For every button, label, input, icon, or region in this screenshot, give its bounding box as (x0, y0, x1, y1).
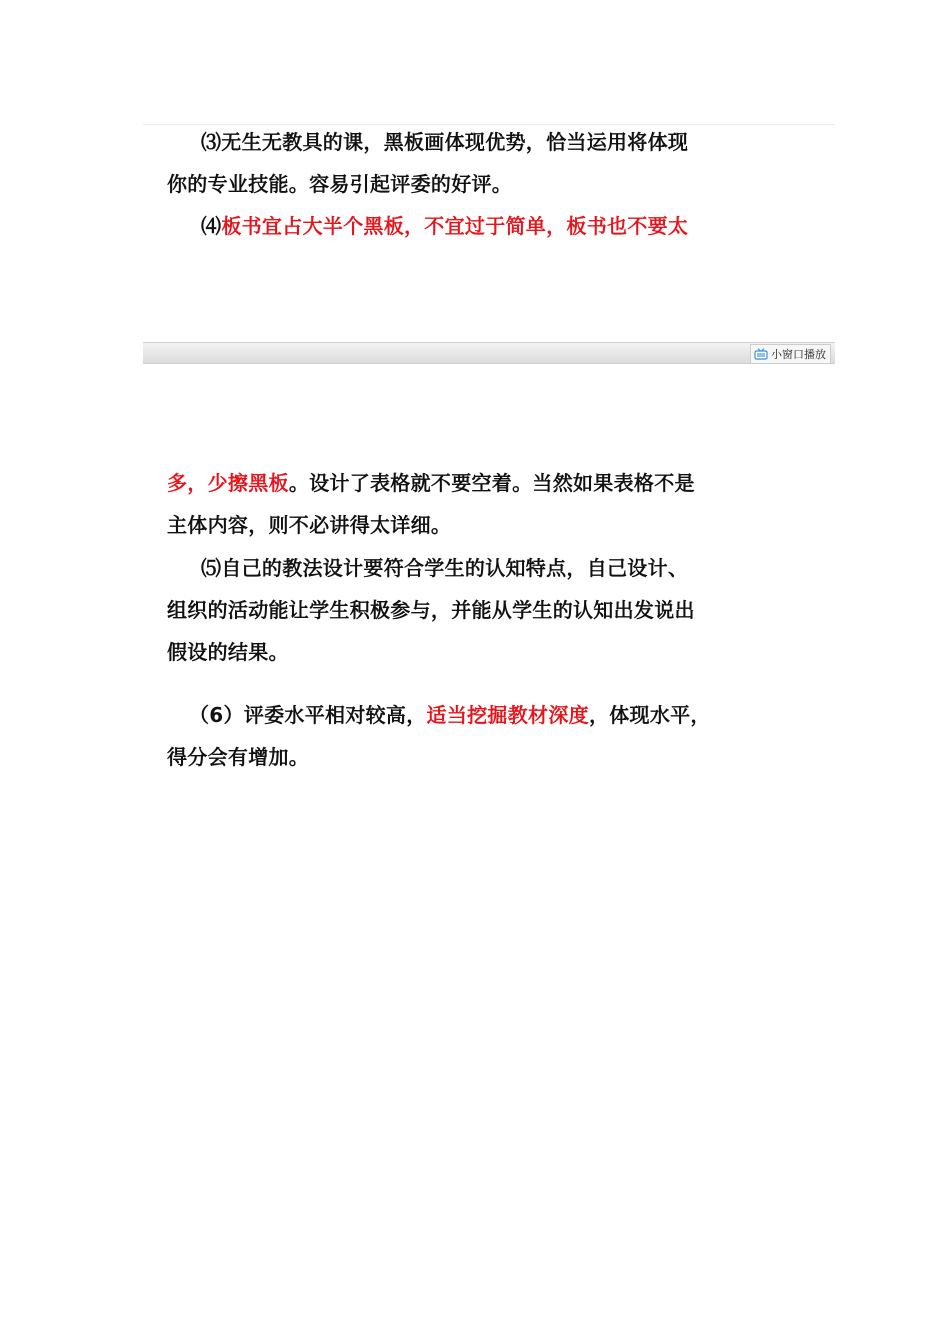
tv-icon (754, 348, 768, 360)
paragraph-6-line-2: 得分会有增加。 (167, 745, 310, 769)
mini-window-play-button[interactable] (750, 344, 831, 364)
paragraph-4-line-3: 主体内容，则不必讲得太详细。 (167, 513, 452, 537)
paragraph-4-continued (167, 462, 742, 546)
mini-window-play-label: 小窗口播放 (771, 348, 826, 361)
paragraph-4-red-1: 板书宜占大半个黑板，不宜过于简单，板书也不要太 (221, 214, 689, 238)
paragraph-3-line-1: ⑶无生无教具的课，黑板画体现优势，恰当运用将体现 (201, 130, 689, 154)
paragraph-5-line-1: ⑸自己的教法设计要符合学生的认知特点，自己设计、 (201, 556, 689, 580)
paragraph-4-rest-2: 。设计了表格就不要空着。当然如果表格不是 (288, 471, 695, 495)
paragraph-6-prefix: （6）评委水平相对较高， (189, 703, 427, 727)
paragraph-4-prefix: ⑷ (201, 214, 222, 238)
paragraph-6-red: 适当挖掘教材深度 (426, 703, 589, 727)
paragraph-5-line-2: 组织的活动能让学生积极参与，并能从学生的认知出发说出 (167, 598, 695, 622)
paragraph-4-line-2 (167, 462, 742, 504)
video-player-bar (143, 342, 835, 364)
paragraph-3 (167, 121, 742, 205)
paragraph-6-suffix: ，体现水平， (588, 703, 711, 727)
paragraph-6 (167, 694, 742, 778)
paragraph-6-line-1 (167, 694, 742, 736)
paragraph-4-line-1 (167, 205, 742, 247)
paragraph-5-line-3: 假设的结果。 (167, 640, 289, 664)
paragraph-4-red-2: 多，少擦黑板 (167, 471, 289, 495)
paragraph-3-line-2: 你的专业技能。容易引起评委的好评。 (167, 172, 513, 196)
paragraph-5 (167, 547, 742, 673)
paragraph-4-start (167, 205, 742, 247)
